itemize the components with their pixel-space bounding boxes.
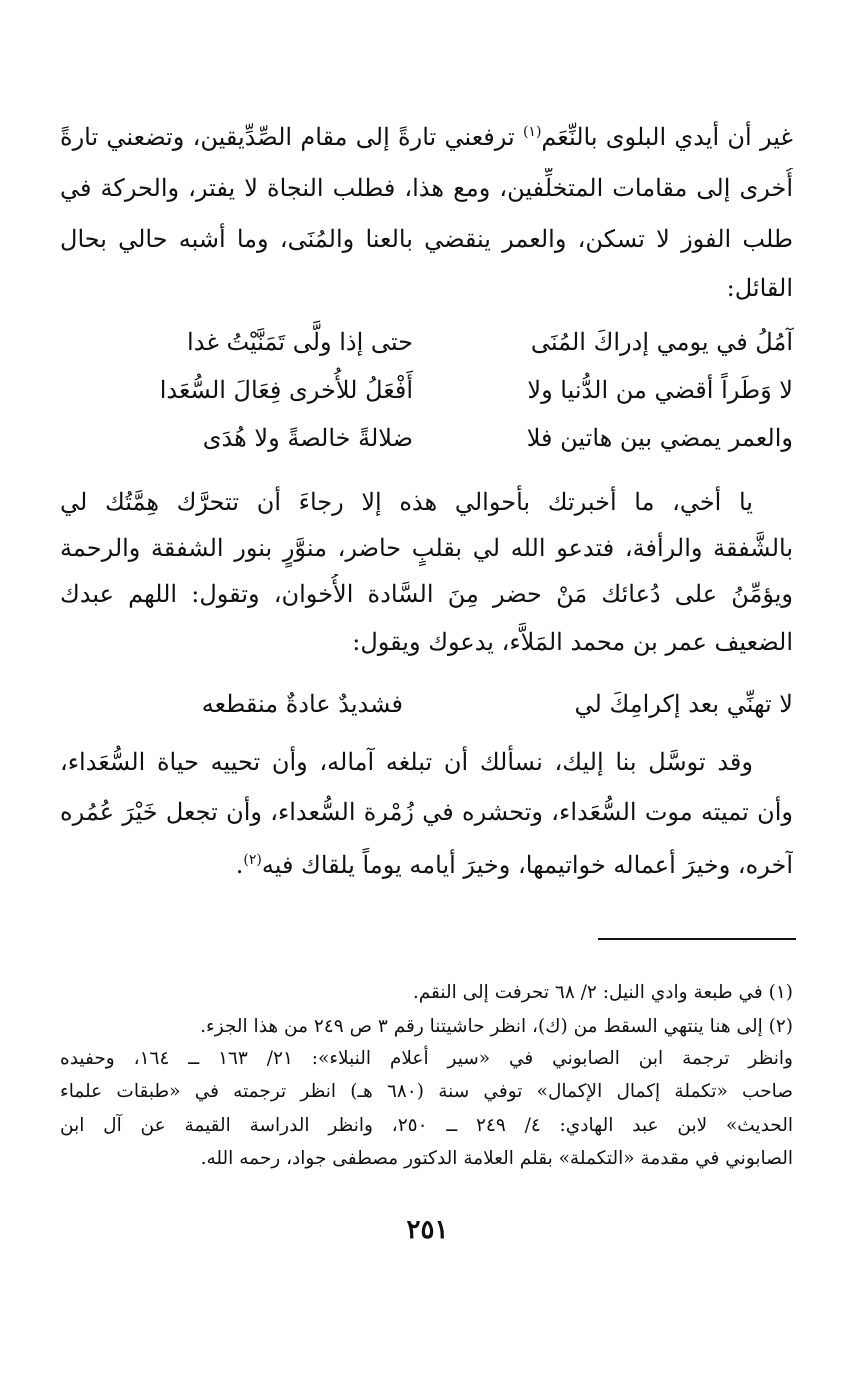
verse-first-hemistich: آمُلُ في يومي إدراكَ المُنَى bbox=[530, 328, 793, 356]
text-fragment: غير أن أيدي البلوى بالنِّعَم bbox=[541, 123, 793, 151]
verse bbox=[60, 322, 793, 362]
text-line: وأن تميته موت السُّعَداء، وتحشره في زُمْرة السُّعداء، وأن تجعل خَيْرَ عُمُره bbox=[60, 798, 793, 826]
footnote-2-continued: الحديث» لابن عبد الهادي: ٤/ ٢٤٩ ــ ٢٥٠، وانظر الدراسة القيمة عن آل ابن bbox=[60, 1115, 793, 1136]
text-line bbox=[60, 742, 793, 782]
verse-second-hemistich: فشديدٌ عادةٌ منقطعه bbox=[201, 690, 403, 718]
poem-2-verse bbox=[60, 684, 793, 724]
text-line: ويؤمِّنُ على دُعائك مَنْ حضر مِنَ السَّادة الأُخوان، وتقول: اللهم عبدك bbox=[60, 580, 793, 608]
text-line bbox=[60, 482, 793, 522]
text-fragment: يا أخي، ما أخبرتك بأحوالي هذه إلا رجاءَ أن تتحرَّك هِمَّتُك لي bbox=[60, 488, 753, 516]
text-line: القائل: bbox=[726, 274, 793, 302]
verse bbox=[60, 418, 793, 458]
footnote-marker: (٢) bbox=[243, 852, 262, 868]
text-fragment: ترفعني تارةً إلى مقام الصِّدِّيقين، وتضعني تارةً bbox=[60, 123, 523, 151]
verse-second-hemistich: حتى إذا ولَّى تَمَنَّيْتُ غدا bbox=[187, 328, 413, 356]
text-line: طلب الفوز لا تسكن، والعمر ينقضي بالعنا والمُنَى، وما أشبه حالي بحال bbox=[60, 225, 793, 253]
text-fragment: . bbox=[235, 851, 244, 879]
verse-first-hemistich: والعمر يمضي بين هاتين فلا bbox=[526, 424, 793, 452]
text-fragment: وقد توسَّل بنا إليك، نسألك أن تبلغه آماله، وأن تحييه حياة السُّعَداء، bbox=[60, 748, 753, 776]
text-line: أُخرى إلى مقامات المتخلِّفين، ومع هذا، فطلب النجاة لا يفتر، والحركة في bbox=[60, 174, 793, 202]
verse-first-hemistich: لا وَطَراً أقضي من الدُّنيا ولا bbox=[527, 376, 793, 404]
footnote-marker: (١) bbox=[522, 124, 542, 140]
verse-second-hemistich: أَفْعَلُ للأُخرى فِعَالَ السُّعَدا bbox=[159, 376, 413, 404]
verse-second-hemistich: ضلالةً خالصةً ولا هُدَى bbox=[202, 424, 413, 452]
text-line: الضعيف عمر بن محمد المَلاَّء، يدعوك ويقول: bbox=[352, 628, 793, 656]
text-line: بالشَّفقة والرأفة، فتدعو الله لي بقلبٍ حاضر، منوَّرٍ بنور الشفقة والرحمة bbox=[60, 534, 793, 562]
footnote-2-continued: الصابوني في مقدمة «التكملة» بقلم العلامة الدكتور مصطفى جواد، رحمه الله. bbox=[200, 1148, 793, 1169]
page-number: ٢٥١ bbox=[406, 1215, 449, 1245]
text-line bbox=[60, 840, 793, 885]
footnote-2-continued: صاحب «تكملة إكمال الإكمال» توفي سنة (٦٨٠ هـ) انظر ترجمته في «طبقات علماء bbox=[60, 1081, 793, 1102]
text-line bbox=[60, 112, 793, 157]
footnote-1: (١) في طبعة وادي النيل: ٢/ ٦٨ تحرفت إلى النقم. bbox=[412, 982, 793, 1003]
verse bbox=[60, 370, 793, 410]
text-fragment: آخره، وخيرَ أعماله خواتيمها، وخيرَ أيامه يوماً يلقاك فيه bbox=[261, 851, 793, 879]
verse-first-hemistich: لا تهنِّي بعد إكرامِكَ لي bbox=[574, 690, 793, 718]
footnote-separator bbox=[598, 938, 796, 940]
footnote-2: (٢) إلى هنا ينتهي السقط من (ك)، انظر حاشيتنا رقم ٣ ص ٢٤٩ من هذا الجزء. bbox=[200, 1016, 793, 1037]
footnote-2-continued: وانظر ترجمة ابن الصابوني في «سير أعلام النبلاء»: ٢١/ ١٦٣ ــ ١٦٤، وحفيده bbox=[60, 1048, 793, 1069]
